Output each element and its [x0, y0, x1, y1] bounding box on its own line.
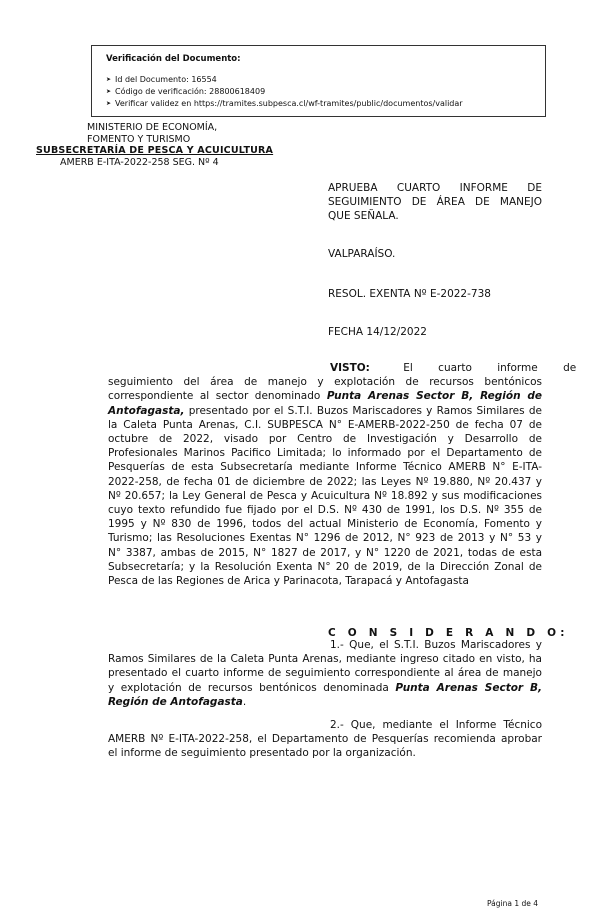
city-name: VALPARAÍSO.	[328, 248, 396, 260]
bullet-icon: ➤	[106, 100, 112, 107]
ministry-name-cont: FOMENTO Y TURISMO	[87, 133, 191, 145]
subsecretaria-name: SUBSECRETARÍA DE PESCA Y ACUICULTURA	[36, 145, 274, 156]
verification-item-url[interactable]: ➤ Verificar validez en https://tramites.subpesca.cl/wf-tramites/public/documentos/validar	[106, 99, 463, 108]
document-header	[36, 122, 296, 168]
verification-item-id: ➤ Id del Documento: 16554	[106, 75, 217, 84]
visto-paragraph: VISTO: El cuarto informe de seguimiento del área de manejo y explotación de recursos bentónicos correspondiente al sector denominado Punta Arenas Sector B, Región de Antofagasta, presentado por el S.T.I. Buzos Mariscadores y Ramos Similares de la Caleta Punta Arenas, C.I. SUBPESCA N° E-AMERB-2022-250 de fecha 07 de octubre de 2022, visado por Centro de Investigación y Desarrollo de Profesionales Marinos Pacifico Limitada; lo informado por el Departamento de Pesquerías de esta Subsecretaría mediante Informe Técnico AMERB N° E-ITA- 2022-258, de fecha 01 de diciembre de 2022; las Leyes Nº 19.880, Nº 20.437 y Nº 20.657; la Ley General de Pesca y Acuicultura Nº 18.892 y sus modificaciones cuyo texto refundido fue fijado por el D.S. Nº 430 de 1991, los D.S. Nº 355 de 1995 y Nº 830 de 1996, todos del actual Ministerio de Economía, Fomento y Turismo; las Resoluciones Exentas N° 1296 de 2012, N° 923 de 2013 y N° 53 y N° 3387, ambas de 2015, N° 1827 de 2017, y N° 1220 de 2021, todas de esta Subsecretaría; y la Resolución Exenta N° 20 de 2019, de la Dirección Zonal de Pesca de las Regiones de Arica y Parinacota, Tarapacá y Antofagasta	[108, 362, 577, 588]
resolution-subject: APRUEBA CUARTO INFORME DE SEGUIMIENTO DE ÁREA DE MANEJO QUE SEÑALA.	[328, 182, 542, 222]
visto-label: VISTO:	[330, 362, 370, 374]
ministry-name: MINISTERIO DE ECONOMÍA,	[87, 122, 218, 133]
considerando-heading: C O N S I D E R A N D O:	[328, 627, 569, 639]
sector-name: Punta Arenas Sector B, Región de	[326, 390, 543, 403]
region-name: Región de Antofagasta	[108, 695, 243, 708]
region-name: Antofagasta,	[108, 404, 185, 417]
verification-box	[91, 45, 546, 117]
resolution-date: FECHA 14/12/2022	[328, 326, 427, 338]
considerando-paragraph-2: 2.- Que, mediante el Informe Técnico AMERB Nº E-ITA-2022-258, el Departamento de Pesquerías recomienda aprobar el informe de seguimiento presentado por la organización.	[108, 719, 542, 760]
verification-title: Verificación del Documento:	[106, 54, 241, 64]
verification-item-code: ➤ Código de verificación: 28800618409	[106, 87, 266, 96]
page-number: Página 1 de 4	[487, 899, 539, 908]
sector-name: Punta Arenas Sector B,	[395, 681, 543, 694]
document-reference: AMERB E-ITA-2022-258 SEG. Nº 4	[60, 156, 219, 168]
verification-list	[106, 74, 463, 110]
considerando-paragraph-1: 1.- Que, el S.T.I. Buzos Mariscadores y Ramos Similares de la Caleta Punta Arenas, mediante ingreso citado en visto, ha presentado el cuarto informe de seguimiento correspondiente al área de manejo y explotación de recursos bentónicos denominada Punta Arenas Sector B, Región de Antofagasta.	[108, 639, 543, 708]
bullet-icon: ➤	[106, 88, 112, 95]
resolution-number: RESOL. EXENTA Nº E-2022-738	[328, 288, 491, 300]
bullet-icon: ➤	[106, 76, 112, 83]
